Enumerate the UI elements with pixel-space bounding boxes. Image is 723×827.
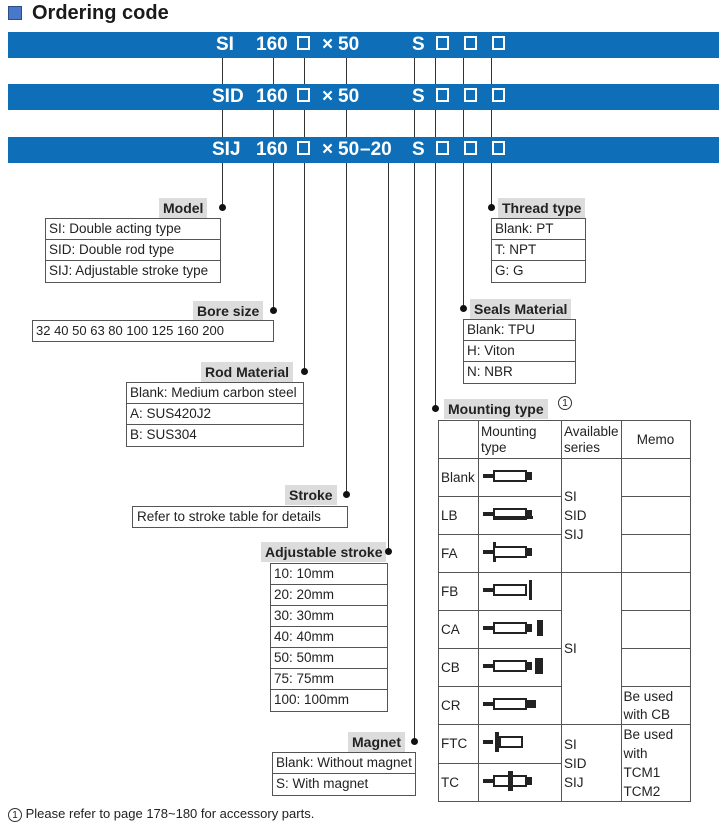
code-box <box>492 88 505 102</box>
list-item: H: Viton <box>464 341 575 362</box>
code-adjustable: –20 <box>360 139 392 160</box>
square-bullet-icon <box>8 6 22 20</box>
code-box <box>436 88 449 102</box>
list-item: Blank: Medium carbon steel <box>127 383 303 404</box>
bore-values: 32 40 50 63 80 100 125 160 200 <box>32 320 274 342</box>
connector-dot <box>460 305 467 312</box>
bore-label: Bore size <box>193 301 263 321</box>
row-code: FTC <box>439 725 479 764</box>
rod-options <box>126 382 304 447</box>
list-item: B: SUS304 <box>130 427 197 442</box>
list-item: A: SUS420J2 <box>127 404 303 425</box>
row-code: Blank <box>439 459 479 497</box>
code-box <box>297 36 310 50</box>
code-times: × <box>322 34 334 55</box>
note-marker-icon: 1 <box>8 808 22 822</box>
code-stroke: 50 <box>338 34 360 55</box>
mount-ftc-icon <box>479 725 562 764</box>
code-bore: 160 <box>256 86 288 107</box>
mount-fb-icon <box>479 573 562 611</box>
magnet-options <box>272 752 416 796</box>
header-memo: Memo <box>621 421 690 459</box>
magnet-label: Magnet <box>348 732 405 752</box>
adjustable-label: Adjustable stroke <box>261 542 386 562</box>
mount-blank-icon <box>479 459 562 497</box>
connector-dot <box>432 405 439 412</box>
list-item: 30: 30mm <box>271 606 387 627</box>
footer-note <box>8 806 314 822</box>
code-model: SID <box>212 86 244 107</box>
code-bar-si <box>8 32 719 58</box>
list-item: 20: 20mm <box>271 585 387 606</box>
code-box <box>297 141 310 155</box>
row-code: TC <box>439 763 479 802</box>
code-times: × <box>322 86 334 107</box>
connector-dot <box>270 307 277 314</box>
row-code: CA <box>439 611 479 649</box>
code-bar-sij <box>8 137 719 163</box>
mounting-label: Mounting type <box>444 399 548 419</box>
code-bore: 160 <box>256 34 288 55</box>
code-box <box>492 36 505 50</box>
note-marker-icon: 1 <box>558 396 572 410</box>
memo-cell <box>621 535 690 573</box>
code-times: × <box>322 139 334 160</box>
mounting-table <box>438 420 691 802</box>
thread-label: Thread type <box>498 198 585 218</box>
list-item: N: NBR <box>467 364 513 379</box>
header-mounting: Mounting type <box>479 421 562 459</box>
code-box <box>492 141 505 155</box>
mount-cb-icon <box>479 649 562 687</box>
list-item: 100: 100mm <box>274 692 350 707</box>
model-label: Model <box>159 198 207 218</box>
seals-label: Seals Material <box>470 299 571 319</box>
list-item: T: NPT <box>492 240 585 261</box>
mount-cr-icon <box>479 687 562 725</box>
connector-dot <box>385 548 392 555</box>
code-s: S <box>412 86 425 107</box>
stroke-value: Refer to stroke table for details <box>132 506 348 528</box>
memo-ftc: Be used with TCM1 TCM2 <box>621 725 690 802</box>
code-model: SI <box>216 34 234 55</box>
code-stroke: 50 <box>338 139 360 160</box>
title-text: Ordering code <box>32 2 169 24</box>
memo-cell <box>621 649 690 687</box>
series-cell: SI <box>562 573 622 725</box>
stroke-label: Stroke <box>285 485 337 505</box>
memo-cell <box>621 573 690 611</box>
mount-tc-icon <box>479 763 562 802</box>
code-box <box>436 141 449 155</box>
list-item: 40: 40mm <box>271 627 387 648</box>
mount-fa-icon <box>479 535 562 573</box>
table-cell <box>439 421 479 459</box>
list-item: G: G <box>495 263 524 278</box>
list-item: Blank: TPU <box>464 320 575 341</box>
footer-text: Please refer to page 178~180 for accessory parts. <box>25 806 315 821</box>
row-code: CB <box>439 649 479 687</box>
row-code: LB <box>439 497 479 535</box>
mount-lb-icon <box>479 497 562 535</box>
code-stroke: 50 <box>338 86 360 107</box>
connector-dot <box>488 204 495 211</box>
list-item: SI: Double acting type <box>46 219 220 240</box>
list-item: 50: 50mm <box>271 648 387 669</box>
code-model: SIJ <box>212 139 241 160</box>
row-code: CR <box>439 687 479 725</box>
memo-cell <box>621 497 690 535</box>
connector-dot <box>219 204 226 211</box>
memo-cell <box>621 459 690 497</box>
connector-dot <box>411 738 418 745</box>
mount-ca-icon <box>479 611 562 649</box>
row-code: FA <box>439 535 479 573</box>
table-row <box>439 459 691 497</box>
thread-options <box>491 218 586 283</box>
list-item: Blank: Without magnet <box>273 753 415 774</box>
code-box <box>464 88 477 102</box>
memo-cell <box>621 611 690 649</box>
series-cell: SI SID SIJ <box>562 725 622 802</box>
code-bar-sid <box>8 84 719 110</box>
memo-cr: Be used with CB <box>621 687 690 725</box>
code-box <box>464 141 477 155</box>
seals-options <box>463 319 576 384</box>
adjustable-options <box>270 563 388 712</box>
model-options <box>45 218 221 283</box>
list-item: Blank: PT <box>492 219 585 240</box>
code-s: S <box>412 34 425 55</box>
table-row <box>439 725 691 764</box>
list-item: S: With magnet <box>276 776 369 791</box>
series-cell: SI SID SIJ <box>562 459 622 573</box>
list-item: 10: 10mm <box>271 564 387 585</box>
list-item: SID: Double rod type <box>46 240 220 261</box>
connector-dot <box>301 368 308 375</box>
table-row <box>439 573 691 611</box>
code-box <box>297 88 310 102</box>
code-box <box>436 36 449 50</box>
header-series: Available series <box>562 421 622 459</box>
row-code: FB <box>439 573 479 611</box>
code-bore: 160 <box>256 139 288 160</box>
list-item: SIJ: Adjustable stroke type <box>49 263 209 278</box>
connector-dot <box>343 491 350 498</box>
rod-label: Rod Material <box>201 362 293 382</box>
code-s: S <box>412 139 425 160</box>
table-header-row <box>439 421 691 459</box>
code-box <box>464 36 477 50</box>
list-item: 75: 75mm <box>271 669 387 690</box>
